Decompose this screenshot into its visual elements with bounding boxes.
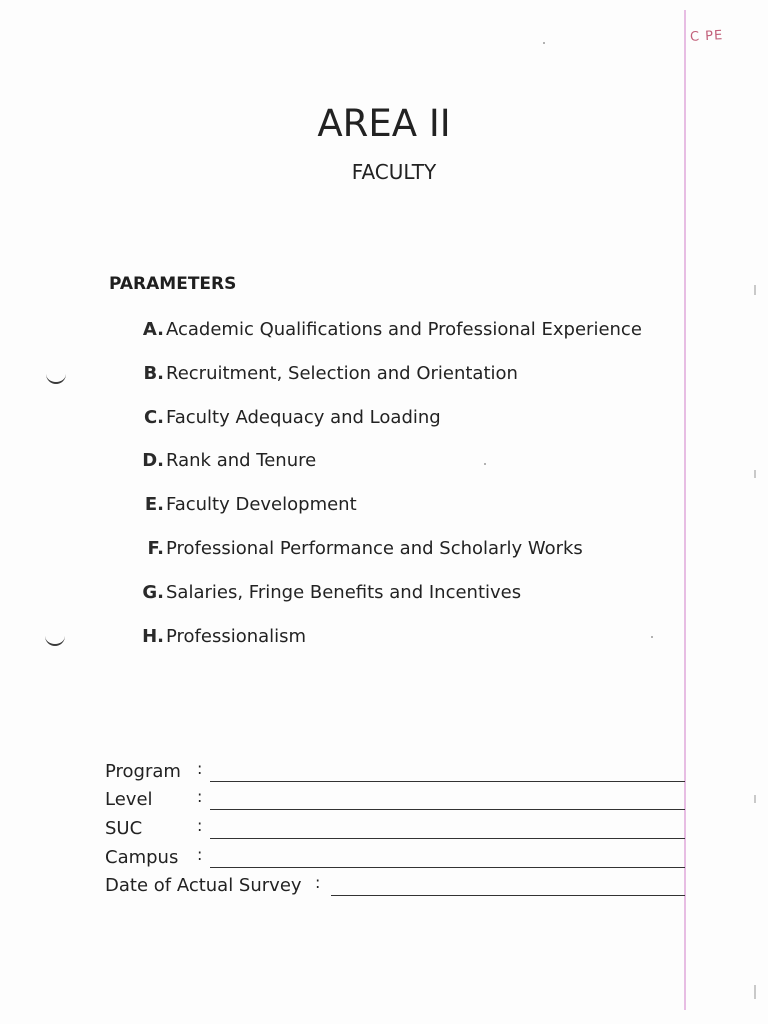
parameter-text: Salaries, Fringe Benefits and Incentives xyxy=(166,581,522,603)
edge-mark xyxy=(754,470,756,478)
parameters-list xyxy=(120,316,642,666)
parameter-letter: E. xyxy=(144,494,164,516)
parameter-text: Faculty Development xyxy=(166,494,357,516)
level-label: Level xyxy=(105,789,153,810)
suc-field xyxy=(105,815,685,845)
parameter-item xyxy=(120,404,642,448)
survey-date-label: Date of Actual Survey xyxy=(105,875,302,896)
edge-mark xyxy=(754,985,756,999)
suc-label: SUC xyxy=(105,818,143,839)
punch-hole-mark xyxy=(45,636,65,646)
field-colon: : xyxy=(197,816,203,835)
field-colon: : xyxy=(197,787,203,806)
parameter-item xyxy=(120,360,642,404)
parameter-letter: B. xyxy=(143,362,164,384)
field-colon: : xyxy=(315,873,321,892)
suc-fill-line[interactable] xyxy=(210,838,685,839)
field-colon: : xyxy=(197,759,203,778)
level-field xyxy=(105,786,685,816)
scan-speck xyxy=(543,42,545,44)
survey-date-fill-line[interactable] xyxy=(331,895,685,896)
edge-mark xyxy=(754,285,756,295)
parameter-letter: G. xyxy=(142,581,164,603)
parameters-heading: PARAMETERS xyxy=(109,274,237,294)
survey-date-field xyxy=(105,872,685,902)
field-colon: : xyxy=(197,845,203,864)
punch-hole-mark xyxy=(46,374,66,384)
campus-fill-line[interactable] xyxy=(210,867,685,868)
parameter-item xyxy=(120,491,642,535)
level-fill-line[interactable] xyxy=(210,809,685,810)
parameter-text: Faculty Adequacy and Loading xyxy=(166,406,441,428)
parameter-item xyxy=(120,623,642,667)
parameter-text: Academic Qualifications and Professional Experience xyxy=(166,319,642,340)
parameter-letter: F. xyxy=(147,537,164,559)
parameter-item xyxy=(120,579,642,623)
program-field xyxy=(105,758,685,788)
program-label: Program xyxy=(105,761,181,782)
parameter-letter: H. xyxy=(142,625,164,647)
parameter-item xyxy=(120,447,642,491)
page-subtitle: FACULTY xyxy=(351,160,437,184)
parameter-text: Recruitment, Selection and Orientation xyxy=(166,362,518,384)
campus-label: Campus xyxy=(105,847,179,868)
parameter-letter: A. xyxy=(142,319,164,340)
parameter-item xyxy=(120,535,642,579)
scan-speck xyxy=(651,636,653,638)
program-fill-line[interactable] xyxy=(210,781,685,782)
handwritten-corner-note: C PE xyxy=(689,28,724,45)
parameter-letter: D. xyxy=(142,450,164,472)
page-title: AREA II xyxy=(317,102,451,145)
campus-field xyxy=(105,844,685,874)
parameter-letter: C. xyxy=(143,406,164,428)
edge-mark xyxy=(754,795,756,803)
parameter-text: Rank and Tenure xyxy=(166,450,317,472)
parameter-text: Professionalism xyxy=(166,625,307,647)
parameter-text: Professional Performance and Scholarly Works xyxy=(166,537,583,559)
parameter-item xyxy=(120,316,642,360)
